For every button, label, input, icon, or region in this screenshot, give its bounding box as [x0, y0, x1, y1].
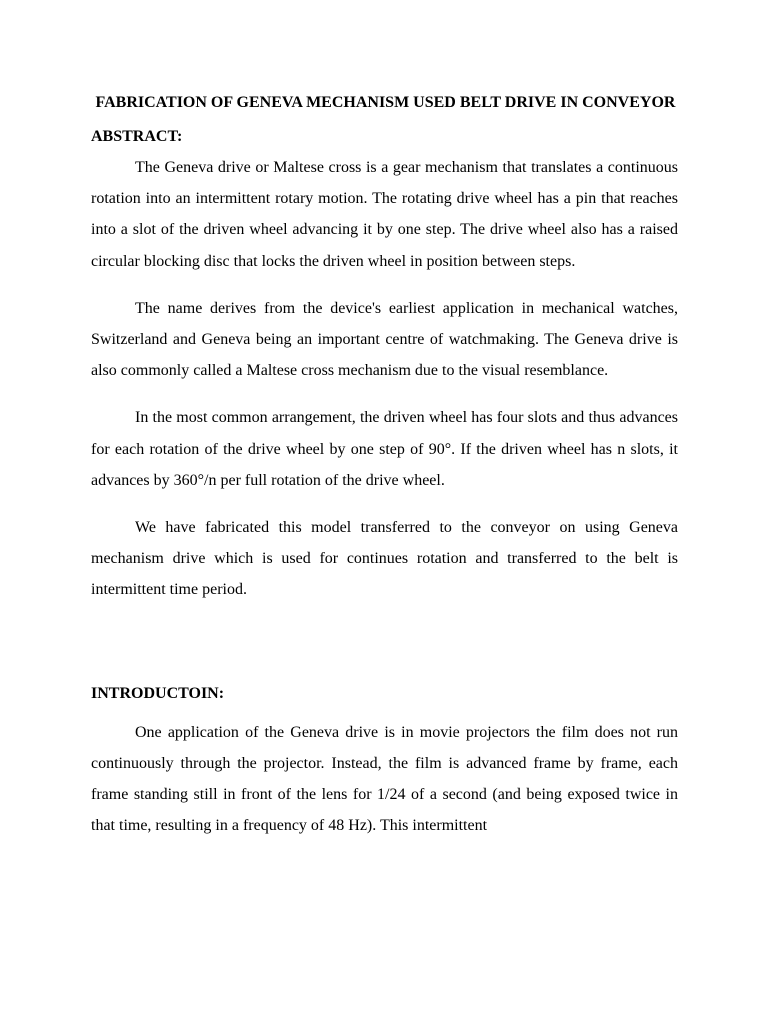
abstract-paragraph-1: The Geneva drive or Maltese cross is a gear mechanism that translates a continuous rotation into an intermittent rotary motion. The rotating drive wheel has a pin that reaches into a slot of the driven wheel advancing it by one step. The drive wheel also has a raised circular blocking disc that locks the driven wheel in position between steps. [91, 159, 678, 270]
abstract-paragraph-2: The name derives from the device's earliest application in mechanical watches, Switzerland and Geneva being an important centre of watchmaking. The Geneva drive is also commonly called a Maltese cross mechanism due to the visual resemblance. [91, 299, 678, 380]
document-title: FABRICATION OF GENEVA MECHANISM USED BELT DRIVE IN CONVEYOR [95, 94, 676, 111]
introduction-paragraph-1: One application of the Geneva drive is in movie projectors the film does not run continuously through the projector. Instead, the film is advanced frame by frame, each frame standing still in front of the lens for 1/24 of a second (and being exposed twice in that time, resulting in a frequency of 48 Hz). This intermittent [91, 723, 678, 835]
document-body [91, 92, 678, 841]
section-heading-abstract: ABSTRACT: [91, 128, 183, 145]
section-heading-introduction: INTRODUCTOIN: [91, 684, 225, 702]
abstract-paragraph-3: In the most common arrangement, the driven wheel has four slots and thus advances for each rotation of the drive wheel by one step of 90°. If the driven wheel has n slots, it advances by 360°/n per full rotation of the drive wheel. [91, 409, 678, 489]
abstract-paragraph-4: We have fabricated this model transferred to the conveyor on using Geneva mechanism drive which is used for continues rotation and transferred to the belt is intermittent time period. [91, 519, 678, 599]
